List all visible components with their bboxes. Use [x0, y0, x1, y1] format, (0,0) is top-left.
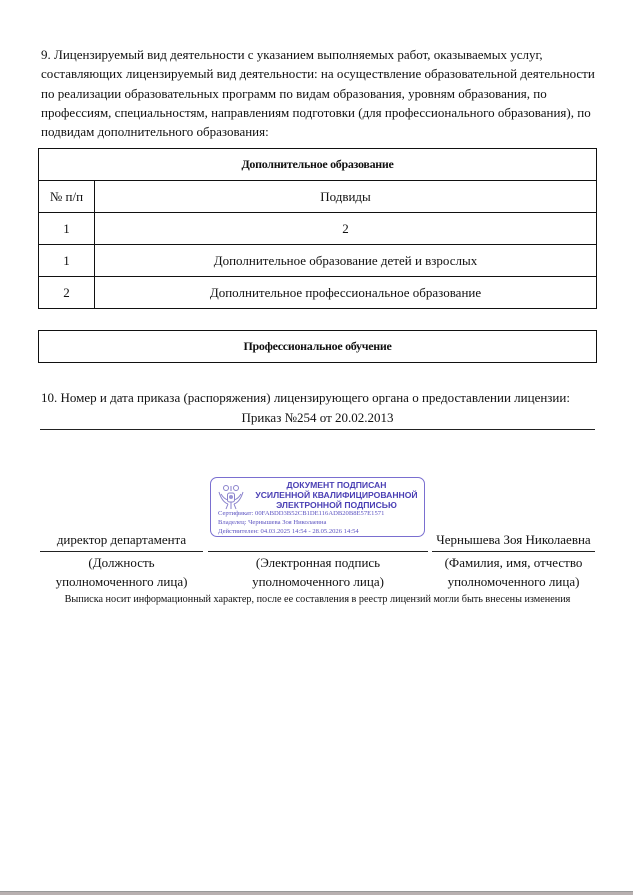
coat-of-arms-icon — [216, 482, 246, 512]
e-signature-line — [208, 551, 428, 552]
signer-name: Чернышева Зоя Николаевна — [436, 532, 591, 547]
row-number: 1 — [39, 213, 95, 245]
stamp-heading — [249, 480, 424, 510]
stamp-line-2: УСИЛЕННОЙ КВАЛИФИЦИРОВАННОЙ — [255, 490, 418, 500]
disclaimer-footnote: Выписка носит информационный характер, после ее составления в реестр лицензий могли быть внесены изменения — [64, 594, 571, 605]
row-number: 1 — [39, 245, 95, 277]
stamp-line-3: ЭЛЕКТРОННОЙ ПОДПИСЬЮ — [276, 500, 397, 510]
stamp-owner: Владелец: Чернышева Зоя Николаевна — [218, 519, 327, 526]
e-signature-caption — [208, 553, 428, 591]
table-title-row — [39, 331, 597, 363]
caption-line: уполномоченного лица) — [55, 574, 188, 589]
caption-line: (Фамилия, имя, отчество — [444, 555, 583, 570]
section-10-text: 10. Номер и дата приказа (распоряжения) лицензирующего органа о предоставлении лицензии: — [41, 390, 570, 405]
column-header-subtypes: Подвиды — [95, 181, 597, 213]
name-signature-line — [432, 551, 595, 552]
name-caption — [432, 553, 595, 591]
order-number-date: Приказ №254 от 20.02.2013 — [40, 410, 595, 430]
row-subtype: Дополнительное образование детей и взрослых — [95, 245, 597, 277]
table-row — [39, 245, 597, 277]
additional-education-table — [38, 148, 597, 309]
table-header-row — [39, 181, 597, 213]
caption-line: уполномоченного лица) — [447, 574, 580, 589]
row-subtype: 2 — [95, 213, 597, 245]
caption-line: уполномоченного лица) — [252, 574, 384, 589]
position-signature-line — [40, 551, 203, 552]
caption-line: (Должность — [88, 555, 155, 570]
section-9-text: 9. Лицензируемый вид деятельности с указанием выполняемых работ, оказываемых услуг, составляющих лицензируемый вид деятельности: на осуществление образовательной деятельности по реализации образовательных программ по видам образования, уровням образования, по профессиям, специальностям, направлениям подготовки (для профессионального образования), по подвидам дополнительного образования: — [41, 47, 595, 140]
stamp-validity: Действителен: 04.03.2025 14:54 - 28.05.2026 14:54 — [218, 528, 359, 535]
table-title-row — [39, 149, 597, 181]
column-header-number: № п/п — [39, 181, 95, 213]
table-title: Дополнительное образование — [39, 149, 597, 181]
row-number: 2 — [39, 277, 95, 309]
table-title: Профессиональное обучение — [39, 331, 597, 363]
stamp-certificate: Сертификат: 00FABDD3B52CB1DE116ADB20B8E57E1571 — [218, 510, 385, 517]
electronic-signature-stamp — [210, 477, 425, 537]
position-caption — [40, 553, 203, 591]
page-edge — [0, 891, 633, 895]
caption-line: (Электронная подпись — [255, 555, 381, 570]
signer-position: директор департамента — [56, 532, 187, 547]
professional-training-table — [38, 330, 597, 363]
table-row — [39, 213, 597, 245]
table-row — [39, 277, 597, 309]
stamp-line-1: ДОКУМЕНТ ПОДПИСАН — [286, 480, 387, 490]
row-subtype: Дополнительное профессиональное образование — [95, 277, 597, 309]
